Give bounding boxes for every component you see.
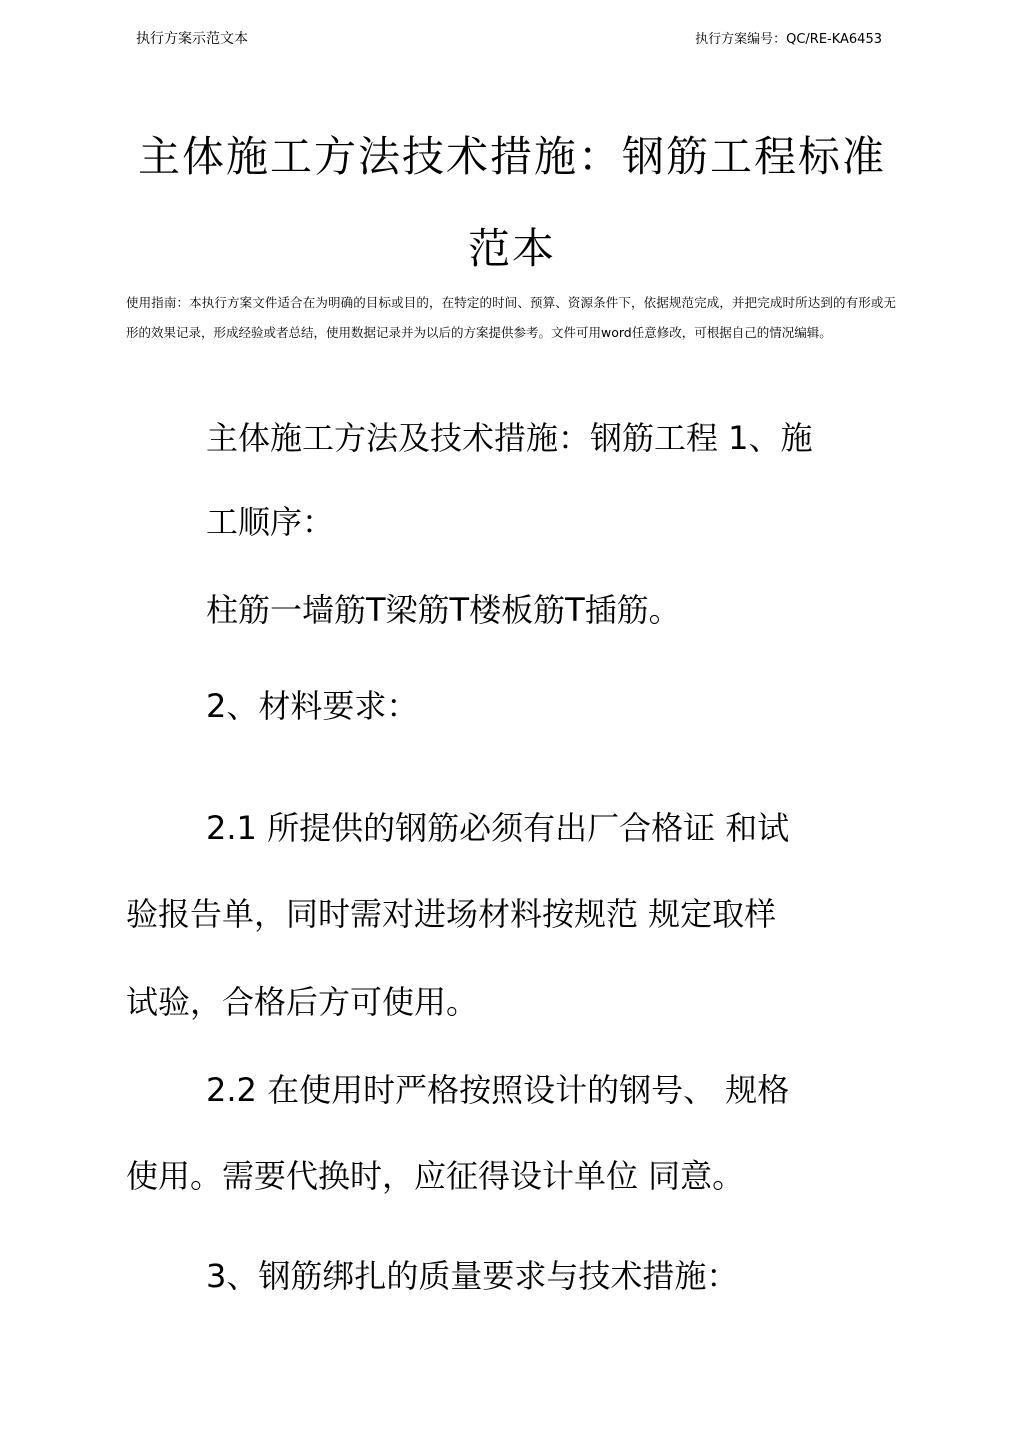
usage-guide: 使用指南：本执行方案文件适合在为明确的目标或目的，在特定的时间、预算、资源条件下，依据规范完成，并把完成时所达到的有形或无形的效果记录，形成经验或者总结，使用数据记录并为以后的方案提供参考。文件可用word任意修改，可根据自己的情况编辑。 xyxy=(126,295,896,340)
body-line-1: 主体施工方法及技术措施：钢筋工程 1、施 xyxy=(206,419,813,457)
header-left-text: 执行方案示范文本 xyxy=(136,31,248,47)
body-line-9: 使用。需要代换时，应征得设计单位 同意。 xyxy=(126,1157,745,1195)
body-line-3: 柱筋一墙筋T梁筋T楼板筋T插筋。 xyxy=(206,591,681,629)
body-line-8: 2.2 在使用时严格按照设计的钢号、 规格 xyxy=(206,1071,790,1109)
body-line-5: 2.1 所提供的钢筋必须有出厂合格证 和试 xyxy=(206,809,790,847)
body-line-7: 试验，合格后方可使用。 xyxy=(126,983,479,1021)
body-line-4: 2、材料要求： xyxy=(206,687,419,725)
page-title-line-2: 范本 xyxy=(467,224,556,273)
page-title-line-1: 主体施工方法技术措施：钢筋工程标准 xyxy=(137,132,886,181)
body-line-6: 验报告单，同时需对进场材料按规范 规定取样 xyxy=(126,895,777,933)
header-document-number: 执行方案编号：QC/RE-KA6453 xyxy=(695,32,882,47)
body-line-2: 工顺序： xyxy=(206,503,335,541)
body-line-10: 3、钢筋绑扎的质量要求与技术措施： xyxy=(206,1257,739,1295)
